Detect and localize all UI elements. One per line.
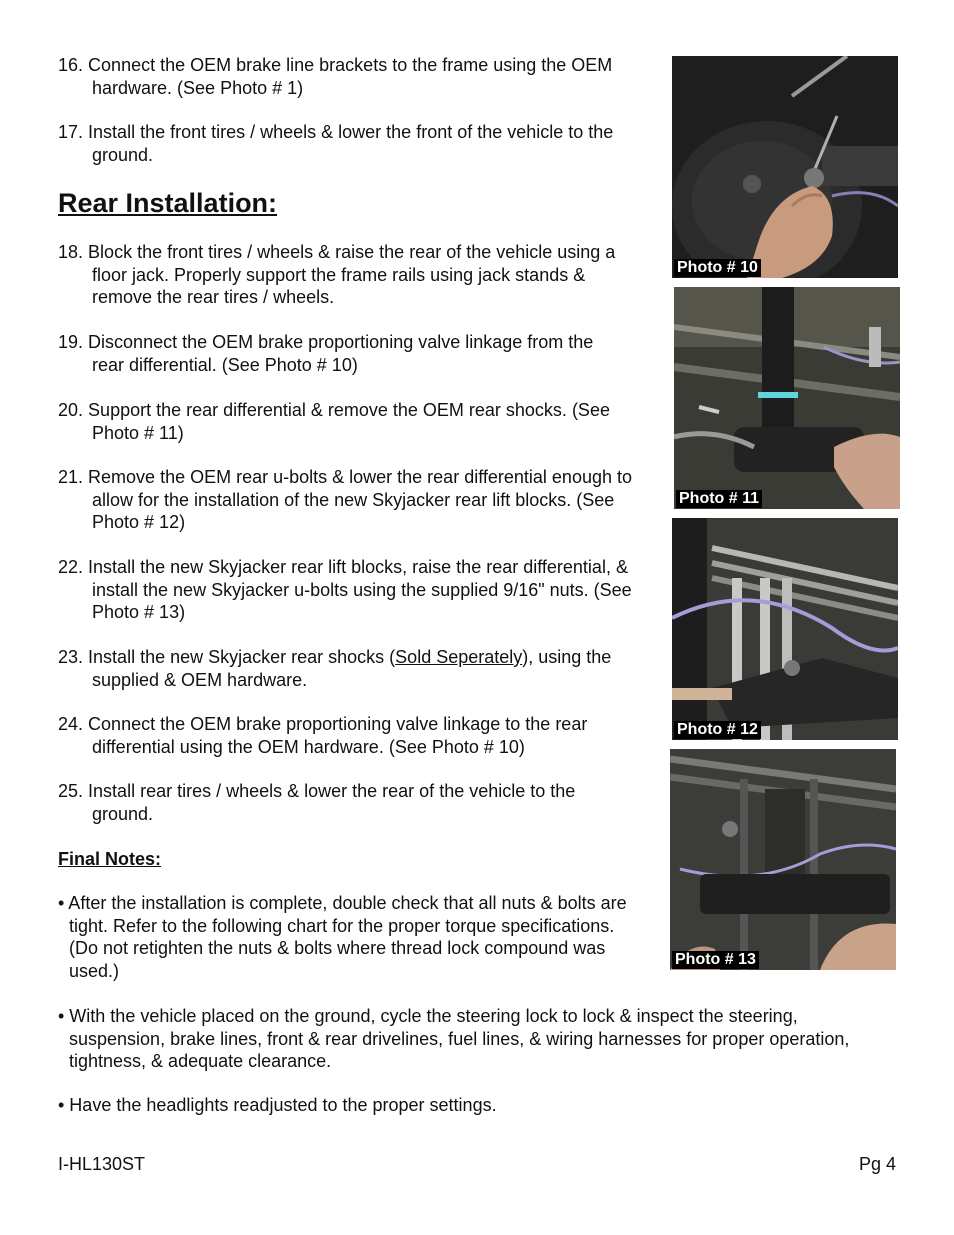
step-number: 17. (58, 122, 84, 142)
step-19 (58, 331, 662, 376)
step-text: differential using the OEM hardware. (See Photo # 10) (92, 736, 525, 757)
step-number: 18. (58, 242, 84, 262)
step-20 (58, 399, 662, 444)
final-notes-heading: Final Notes: (58, 849, 162, 869)
step-number: 22. (58, 557, 84, 577)
sold-separately-note: Sold Seperately (395, 647, 523, 667)
photo-11-image (674, 287, 900, 509)
step-16 (58, 54, 662, 99)
photo-caption: Photo # 11 (676, 490, 762, 508)
step-25 (58, 780, 662, 825)
step-text: Connect the OEM brake proportioning valve linkage to the rear (88, 714, 588, 734)
photo-caption: Photo # 12 (674, 721, 761, 739)
photo-caption: Photo # 10 (674, 259, 761, 277)
photo-13 (670, 749, 896, 970)
step-text: Remove the OEM rear u-bolts & lower the rear differential enough to (88, 467, 632, 487)
step-number: 16. (58, 55, 84, 75)
bullet-text: • After the installation is complete, double check that all nuts & bolts are (58, 893, 627, 913)
photo-13-image (670, 749, 896, 970)
note-bullet (58, 1094, 908, 1117)
step-text: rear differential. (See Photo # 10) (92, 354, 358, 375)
step-text: Install rear tires / wheels & lower the rear of the vehicle to the (88, 781, 576, 801)
photo-caption: Photo # 13 (672, 951, 759, 969)
step-18 (58, 241, 662, 309)
step-text: Disconnect the OEM brake proportioning valve linkage from the (88, 332, 594, 352)
step-text: supplied & OEM hardware. (92, 669, 308, 690)
step-24 (58, 713, 662, 758)
step-text: hardware. (See Photo # 1) (92, 77, 304, 98)
step-text: Support the rear differential & remove the OEM rear shocks. (See (88, 400, 610, 420)
step-text: Install the front tires / wheels & lower the front of the vehicle to the (88, 122, 614, 142)
step-text: ), using the (522, 647, 612, 667)
bullet-text: tight. Refer to the following chart for the proper torque specifications. (69, 915, 615, 936)
bullet-text: used.) (69, 960, 120, 981)
step-text: allow for the installation of the new Skyjacker rear lift blocks. (See (92, 489, 615, 510)
step-number: 19. (58, 332, 84, 352)
photo-11 (674, 287, 900, 509)
step-text: Photo # 13) (92, 602, 186, 622)
step-text: install the new Skyjacker u-bolts using the supplied 9/16" nuts. (See (92, 579, 632, 600)
step-text: floor jack. Properly support the frame rails using jack stands & (92, 264, 586, 285)
step-text: ground. (92, 803, 154, 824)
step-number: 20. (58, 400, 84, 420)
photo-12 (672, 518, 898, 740)
step-text: Block the front tires / wheels & raise the rear of the vehicle using a (88, 242, 616, 262)
step-23 (58, 646, 662, 691)
photo-10-image (672, 56, 898, 278)
step-number: 23. (58, 647, 84, 667)
step-text: Install the new Skyjacker rear shocks ( (88, 647, 396, 667)
bullet-text: suspension, brake lines, front & rear drivelines, fuel lines, & wiring harnesses for proper operation, (69, 1028, 850, 1049)
step-17 (58, 121, 662, 166)
bullet-text: • With the vehicle placed on the ground, cycle the steering lock to lock & inspect the steering, (58, 1006, 798, 1026)
page-number: Pg 4 (858, 1154, 896, 1174)
step-number: 24. (58, 714, 84, 734)
step-text: Connect the OEM brake line brackets to the frame using the OEM (88, 55, 613, 75)
step-text: remove the rear tires / wheels. (92, 287, 335, 307)
bullet-text: • Have the headlights readjusted to the proper settings. (58, 1095, 497, 1115)
step-text: Photo # 12) (92, 512, 186, 532)
note-bullet (58, 892, 662, 982)
photo-12-image (672, 518, 898, 740)
step-number: 25. (58, 781, 84, 801)
bullet-text: (Do not retighten the nuts & bolts where thread lock compound was (69, 938, 606, 958)
bullet-text: tightness, & adequate clearance. (69, 1051, 332, 1071)
step-text: ground. (92, 144, 154, 165)
step-text: Photo # 11) (92, 422, 184, 443)
document-id: I-HL130ST (58, 1154, 146, 1174)
step-21 (58, 466, 662, 534)
step-text: Install the new Skyjacker rear lift blocks, raise the rear differential, & (88, 557, 628, 577)
note-bullet (58, 1005, 908, 1073)
section-heading: Rear Installation: (58, 188, 278, 218)
step-22 (58, 556, 662, 624)
photo-10 (672, 56, 898, 278)
step-number: 21. (58, 467, 84, 487)
